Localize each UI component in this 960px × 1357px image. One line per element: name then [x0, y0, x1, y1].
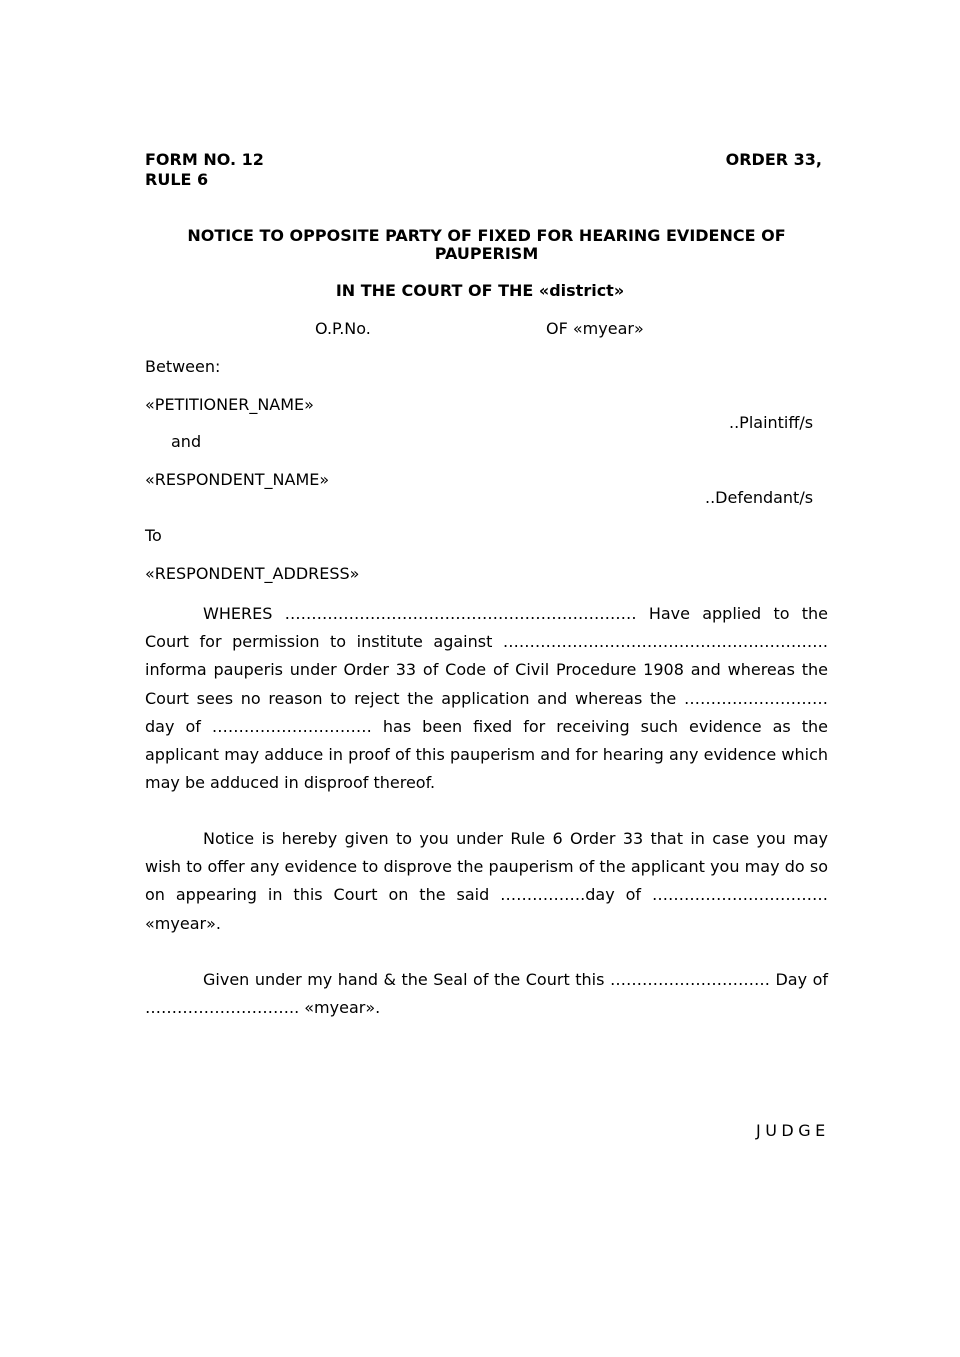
petitioner-name: «PETITIONER_NAME» [145, 395, 314, 414]
court-heading: IN THE COURT OF THE «district» [335, 281, 625, 300]
case-year: OF «myear» [546, 319, 644, 338]
respondent-address: «RESPONDENT_ADDRESS» [145, 564, 360, 583]
to-label: To [145, 526, 162, 545]
document-page [145, 150, 830, 1140]
and-label: and [171, 432, 202, 451]
defendant-label: ..Defendant/s [705, 488, 814, 507]
op-number-label: O.P.No. [315, 319, 371, 338]
form-number: FORM NO. 12 [145, 150, 264, 169]
document-title: NOTICE TO OPPOSITE PARTY OF FIXED FOR HEARING EVIDENCE OF PAUPERISM [187, 226, 786, 263]
body-paragraph-given: Given under my hand & the Seal of the Court this ………………………… Day of ……………………….. «myear». [145, 970, 828, 1018]
body-paragraph-notice: Notice is hereby given to you under Rule 6 Order 33 that in case you may wish to offer any evidence to disprove the pauperism of the applicant you may do so on appearing in this Court on the said …………….day of …………………………… «myear». [145, 829, 828, 933]
rule-number: RULE 6 [145, 170, 209, 189]
between-label: Between: [145, 357, 221, 376]
body-paragraph-whereas: WHERES ………………………………………………………… Have applied to the Court for permission to institute against ……………………………………………………. informa pauperis under Order 33 of Code of Civil Procedure 1908 and whereas the Court sees no reason to reject the application and whereas the ……………………… day of ………………………… has been fixed for receiving such evidence as the applicant may adduce in proof of this pauperism and for hearing any evidence which may be adduced in disproof thereof. [145, 604, 828, 793]
judge-signature-label: JUDGE [756, 1121, 830, 1140]
respondent-name: «RESPONDENT_NAME» [145, 470, 330, 489]
form-header [145, 150, 828, 190]
plaintiff-label: ..Plaintiff/s [729, 413, 814, 432]
order-number: ORDER 33, [725, 150, 822, 169]
